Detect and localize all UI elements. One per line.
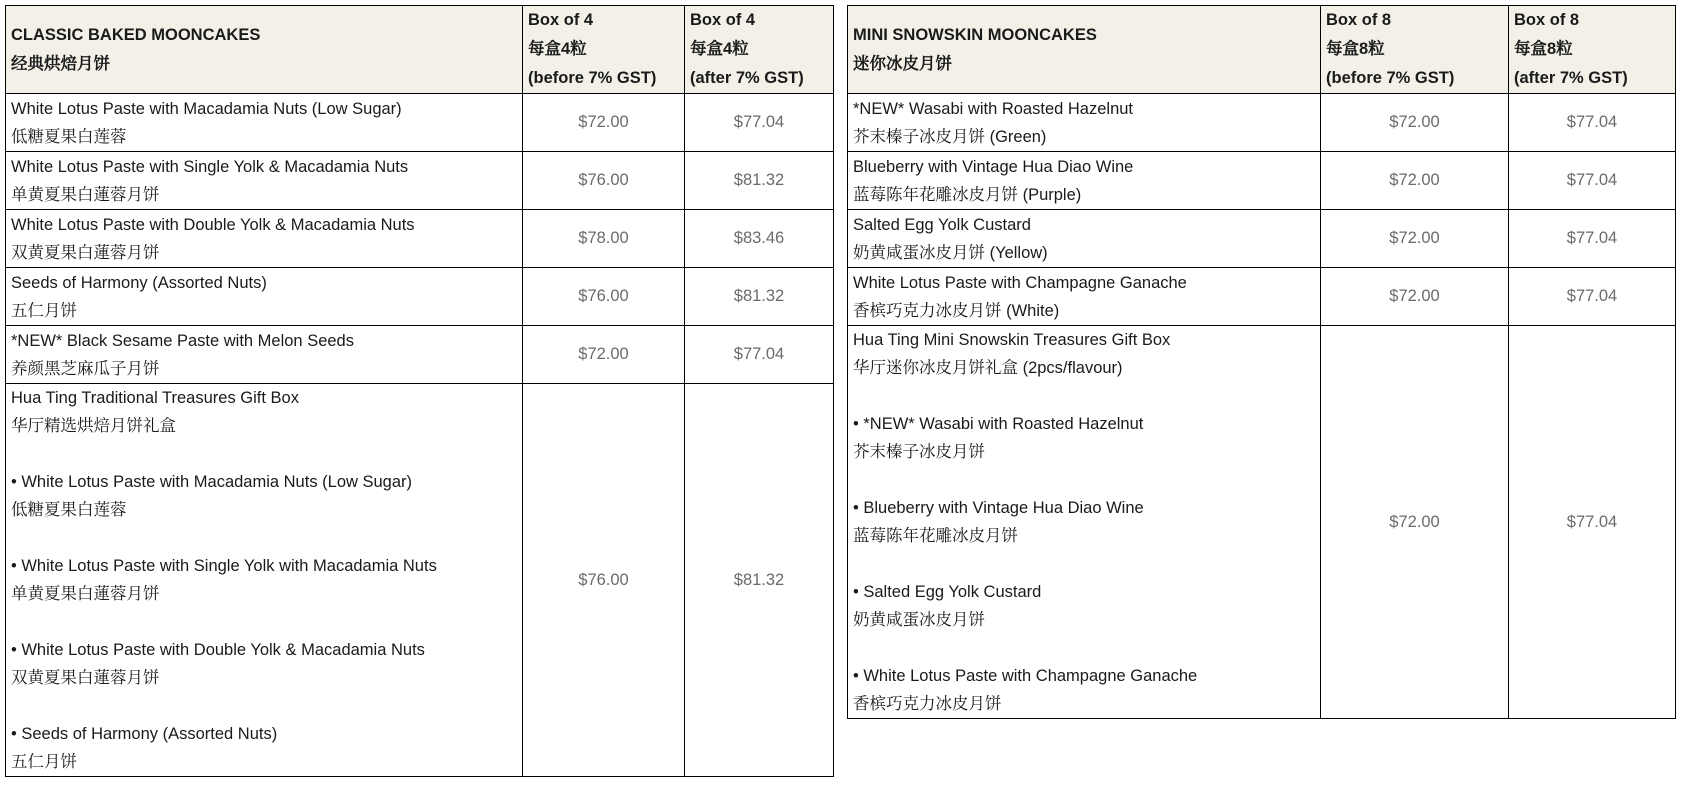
table-row (6, 210, 834, 268)
gift-box-item-zh: 蓝莓陈年花雕冰皮月饼 (853, 527, 1018, 545)
price-before-gst: $78.00 (523, 210, 685, 268)
gift-box-item-en: • White Lotus Paste with Macadamia Nuts (Low Sugar) (11, 473, 413, 491)
product-name (6, 94, 523, 152)
gift-box-item-en: • Blueberry with Vintage Hua Diao Wine (853, 499, 1144, 517)
product-name-zh: 低糖夏果白莲蓉 (11, 127, 127, 146)
price-before-gst: $72.00 (1321, 326, 1509, 719)
product-name (848, 268, 1321, 326)
product-name-en: Blueberry with Vintage Hua Diao Wine (853, 157, 1134, 176)
product-name (848, 94, 1321, 152)
gift-box-item-en: • White Lotus Paste with Champagne Ganache (853, 667, 1198, 685)
product-name-en: White Lotus Paste with Single Yolk & Macadamia Nuts (11, 157, 409, 176)
spacer (11, 524, 517, 552)
gift-box-row (848, 326, 1676, 719)
section-title-zh: 迷你冰皮月饼 (853, 54, 952, 73)
gift-box-contents (848, 326, 1321, 719)
section-title-zh: 经典烘焙月饼 (11, 54, 110, 73)
table-row (6, 326, 834, 384)
product-name-zh: 奶黄咸蛋冰皮月饼 (Yellow) (853, 243, 1048, 262)
product-name-zh: 五仁月饼 (11, 301, 77, 320)
column-header-before-gst (1321, 6, 1509, 94)
gift-box-title-zh: 华厅迷你冰皮月饼礼盒 (2pcs/flavour) (853, 359, 1123, 377)
price-after-gst: $81.32 (685, 152, 834, 210)
spacer (853, 382, 1315, 410)
table-row (6, 268, 834, 326)
gift-box-item-en: • White Lotus Paste with Double Yolk & Macadamia Nuts (11, 641, 425, 659)
price-before-gst: $72.00 (523, 326, 685, 384)
product-name (6, 152, 523, 210)
gift-box-contents (6, 384, 523, 777)
column-header-line: (after 7% GST) (1514, 69, 1628, 87)
price-after-gst: $83.46 (685, 210, 834, 268)
price-after-gst: $81.32 (685, 268, 834, 326)
mini-snowskin-mooncakes-table (847, 5, 1676, 719)
price-before-gst: $72.00 (1321, 152, 1509, 210)
gift-box-item-zh: 香槟巧克力冰皮月饼 (853, 695, 1002, 713)
table-header-row (848, 6, 1676, 94)
product-name (6, 326, 523, 384)
product-name-zh: 养颜黑芝麻瓜子月饼 (11, 359, 160, 378)
gift-box-title-en: Hua Ting Traditional Treasures Gift Box (11, 389, 299, 407)
gift-box-item-en: • White Lotus Paste with Single Yolk with Macadamia Nuts (11, 557, 437, 575)
column-header-line: Box of 8 (1326, 11, 1392, 29)
classic-baked-mooncakes-table (5, 5, 834, 777)
spacer (11, 608, 517, 636)
price-after-gst: $77.04 (1509, 152, 1676, 210)
product-name-zh: 香槟巧克力冰皮月饼 (White) (853, 301, 1060, 320)
gift-box-item-en: • Seeds of Harmony (Assorted Nuts) (11, 725, 278, 743)
column-header-line: 每盒8粒 (1514, 40, 1573, 58)
product-name-en: Seeds of Harmony (Assorted Nuts) (11, 273, 267, 292)
table-header-row (6, 6, 834, 94)
gift-box-item-zh: 奶黄咸蛋冰皮月饼 (853, 611, 985, 629)
price-after-gst: $77.04 (1509, 210, 1676, 268)
gift-box-item-zh: 单黄夏果白蓮蓉月饼 (11, 585, 160, 603)
price-after-gst: $77.04 (1509, 94, 1676, 152)
product-name-zh: 蓝莓陈年花雕冰皮月饼 (Purple) (853, 185, 1082, 204)
column-header-line: (before 7% GST) (528, 69, 657, 87)
spacer (853, 466, 1315, 494)
product-name (848, 210, 1321, 268)
price-before-gst: $72.00 (523, 94, 685, 152)
spacer (853, 550, 1315, 578)
table-row (848, 268, 1676, 326)
section-title-en: CLASSIC BAKED MOONCAKES (11, 25, 261, 44)
price-after-gst: $81.32 (685, 384, 834, 777)
table-row (6, 94, 834, 152)
column-header-line: 每盒8粒 (1326, 40, 1385, 58)
column-header-line: (after 7% GST) (690, 69, 804, 87)
section-title-en: MINI SNOWSKIN MOONCAKES (853, 25, 1097, 44)
price-after-gst: $77.04 (685, 326, 834, 384)
column-header-line: Box of 8 (1514, 11, 1580, 29)
table-row (6, 152, 834, 210)
spacer (11, 440, 517, 468)
price-after-gst: $77.04 (685, 94, 834, 152)
gift-box-item-zh: 芥末榛子冰皮月饼 (853, 443, 985, 461)
product-name-en: White Lotus Paste with Macadamia Nuts (Low Sugar) (11, 99, 402, 118)
column-header-after-gst (1509, 6, 1676, 94)
column-header-line: (before 7% GST) (1326, 69, 1455, 87)
price-after-gst: $77.04 (1509, 268, 1676, 326)
price-before-gst: $72.00 (1321, 210, 1509, 268)
table-row (848, 152, 1676, 210)
product-name (6, 210, 523, 268)
product-name-en: White Lotus Paste with Double Yolk & Macadamia Nuts (11, 215, 415, 234)
gift-box-item-en: • Salted Egg Yolk Custard (853, 583, 1042, 601)
price-before-gst: $72.00 (1321, 268, 1509, 326)
gift-box-title-zh: 华厅精选烘焙月饼礼盒 (11, 417, 176, 435)
product-name (6, 268, 523, 326)
product-name-zh: 芥末榛子冰皮月饼 (Green) (853, 127, 1047, 146)
product-name (848, 152, 1321, 210)
column-header-line: 每盒4粒 (690, 40, 749, 58)
price-before-gst: $76.00 (523, 268, 685, 326)
gift-box-row (6, 384, 834, 777)
gift-box-title-en: Hua Ting Mini Snowskin Treasures Gift Box (853, 331, 1171, 349)
column-header-line: Box of 4 (528, 11, 594, 29)
price-before-gst: $76.00 (523, 152, 685, 210)
column-header-before-gst (523, 6, 685, 94)
column-header-line: 每盒4粒 (528, 40, 587, 58)
product-name-en: *NEW* Wasabi with Roasted Hazelnut (853, 99, 1134, 118)
price-after-gst: $77.04 (1509, 326, 1676, 719)
spacer (853, 634, 1315, 662)
price-before-gst: $76.00 (523, 384, 685, 777)
spacer (11, 692, 517, 720)
product-name-en: *NEW* Black Sesame Paste with Melon Seeds (11, 331, 354, 350)
product-name-zh: 单黄夏果白蓮蓉月饼 (11, 185, 160, 204)
table-row (848, 210, 1676, 268)
table-row (848, 94, 1676, 152)
column-header-after-gst (685, 6, 834, 94)
section-title (848, 6, 1321, 94)
product-name-en: Salted Egg Yolk Custard (853, 215, 1031, 234)
gift-box-item-zh: 五仁月饼 (11, 753, 77, 771)
product-name-zh: 双黄夏果白蓮蓉月饼 (11, 243, 160, 262)
product-name-en: White Lotus Paste with Champagne Ganache (853, 273, 1187, 292)
price-before-gst: $72.00 (1321, 94, 1509, 152)
gift-box-item-en: • *NEW* Wasabi with Roasted Hazelnut (853, 415, 1144, 433)
column-header-line: Box of 4 (690, 11, 756, 29)
section-title (6, 6, 523, 94)
gift-box-item-zh: 双黄夏果白蓮蓉月饼 (11, 669, 160, 687)
gift-box-item-zh: 低糖夏果白莲蓉 (11, 501, 127, 519)
